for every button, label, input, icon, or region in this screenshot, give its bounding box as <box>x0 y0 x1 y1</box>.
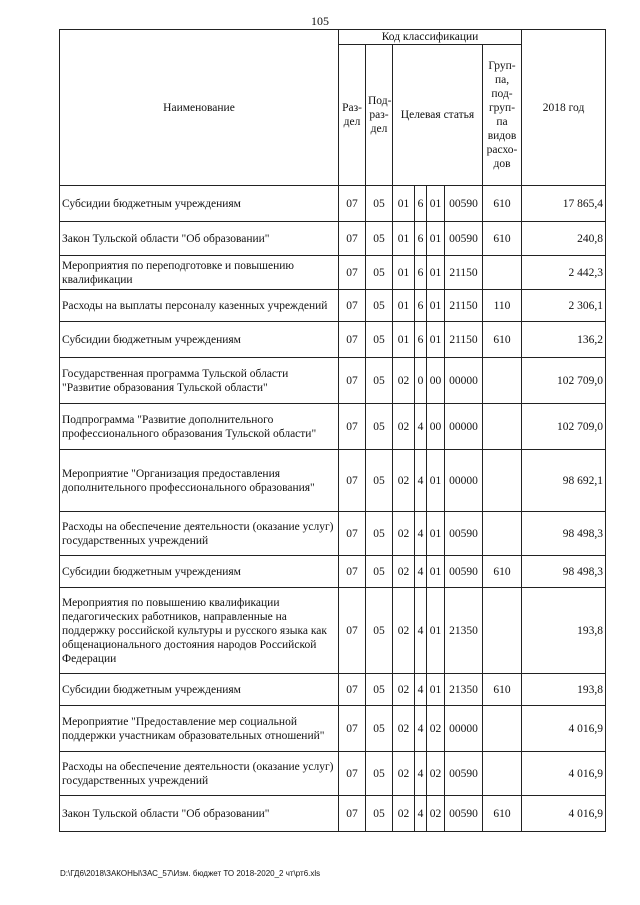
row-target-direction: 00000 <box>445 706 483 752</box>
row-target-direction: 00590 <box>445 222 483 256</box>
row-target-direction: 00590 <box>445 512 483 556</box>
row-expense-group: 610 <box>483 556 522 588</box>
row-name: Расходы на обеспечение деятельности (оказание услуг) государственных учреждений <box>60 752 339 796</box>
row-target-event: 01 <box>427 512 445 556</box>
row-subsection: 05 <box>366 404 393 450</box>
row-expense-group: 610 <box>483 674 522 706</box>
row-expense-group <box>483 706 522 752</box>
row-target-subprogram: 4 <box>415 674 427 706</box>
row-subsection: 05 <box>366 450 393 512</box>
row-amount: 2 306,1 <box>522 290 606 322</box>
row-target-direction: 00590 <box>445 752 483 796</box>
budget-table <box>59 29 606 832</box>
row-subsection: 05 <box>366 706 393 752</box>
row-target-direction: 21150 <box>445 290 483 322</box>
row-target-subprogram: 4 <box>415 556 427 588</box>
row-subsection: 05 <box>366 222 393 256</box>
table-row <box>60 186 606 222</box>
row-target-program: 02 <box>393 450 415 512</box>
row-section: 07 <box>339 752 366 796</box>
row-target-program: 02 <box>393 796 415 832</box>
row-expense-group <box>483 404 522 450</box>
row-target-program: 01 <box>393 222 415 256</box>
row-target-direction: 00590 <box>445 186 483 222</box>
header-section: Раз- дел <box>339 45 366 186</box>
row-target-program: 02 <box>393 556 415 588</box>
page-number: 105 <box>311 14 329 28</box>
row-expense-group: 610 <box>483 186 522 222</box>
table-row <box>60 222 606 256</box>
row-target-direction: 21150 <box>445 322 483 358</box>
row-name: Мероприятия по переподготовке и повышению квалификации <box>60 256 339 290</box>
table-row <box>60 556 606 588</box>
row-section: 07 <box>339 674 366 706</box>
row-target-event: 01 <box>427 556 445 588</box>
table-row <box>60 322 606 358</box>
row-target-event: 01 <box>427 256 445 290</box>
row-amount: 240,8 <box>522 222 606 256</box>
header-name: Наименование <box>60 30 339 186</box>
row-expense-group <box>483 752 522 796</box>
row-section: 07 <box>339 256 366 290</box>
row-target-direction: 21150 <box>445 256 483 290</box>
row-target-event: 00 <box>427 358 445 404</box>
row-section: 07 <box>339 186 366 222</box>
row-expense-group: 610 <box>483 322 522 358</box>
header-target-article: Целевая статья <box>393 45 483 186</box>
row-target-subprogram: 6 <box>415 186 427 222</box>
row-name: Субсидии бюджетным учреждениям <box>60 674 339 706</box>
row-name: Расходы на обеспечение деятельности (оказание услуг) государственных учреждений <box>60 512 339 556</box>
row-target-direction: 00000 <box>445 404 483 450</box>
row-target-event: 00 <box>427 404 445 450</box>
row-name: Мероприятие "Предоставление мер социальной поддержки участникам образовательных отношений" <box>60 706 339 752</box>
row-target-direction: 00590 <box>445 556 483 588</box>
row-amount: 98 498,3 <box>522 512 606 556</box>
row-subsection: 05 <box>366 556 393 588</box>
header-row-top <box>60 30 606 45</box>
row-subsection: 05 <box>366 588 393 674</box>
row-target-subprogram: 6 <box>415 322 427 358</box>
row-name: Мероприятие "Организация предоставления дополнительного профессионального образования" <box>60 450 339 512</box>
table-row <box>60 256 606 290</box>
row-target-subprogram: 6 <box>415 290 427 322</box>
row-target-subprogram: 4 <box>415 450 427 512</box>
footer-file-path: D:\ГД6\2018\ЗАКОНЫ\ЗАС_57\Изм. бюджет ТО 2018-2020_2 чт\рт6.xls <box>60 869 321 878</box>
row-target-program: 01 <box>393 186 415 222</box>
row-expense-group <box>483 256 522 290</box>
row-subsection: 05 <box>366 186 393 222</box>
row-amount: 4 016,9 <box>522 752 606 796</box>
table-row <box>60 358 606 404</box>
row-amount: 2 442,3 <box>522 256 606 290</box>
row-amount: 193,8 <box>522 674 606 706</box>
row-section: 07 <box>339 358 366 404</box>
table-row <box>60 796 606 832</box>
row-name: Закон Тульской области "Об образовании" <box>60 796 339 832</box>
row-target-program: 01 <box>393 256 415 290</box>
row-section: 07 <box>339 290 366 322</box>
row-target-program: 02 <box>393 512 415 556</box>
table-row <box>60 404 606 450</box>
row-name: Подпрограмма "Развитие дополнительного профессионального образования Тульской области" <box>60 404 339 450</box>
row-target-subprogram: 4 <box>415 796 427 832</box>
row-name: Государственная программа Тульской области "Развитие образования Тульской области" <box>60 358 339 404</box>
row-target-subprogram: 4 <box>415 404 427 450</box>
row-target-program: 02 <box>393 588 415 674</box>
table-body <box>60 186 606 832</box>
header-code-classification: Код классификации <box>339 30 522 45</box>
row-amount: 102 709,0 <box>522 404 606 450</box>
row-amount: 98 692,1 <box>522 450 606 512</box>
row-target-direction: 21350 <box>445 674 483 706</box>
row-subsection: 05 <box>366 796 393 832</box>
row-target-subprogram: 0 <box>415 358 427 404</box>
row-target-event: 01 <box>427 290 445 322</box>
row-target-subprogram: 4 <box>415 512 427 556</box>
row-name: Субсидии бюджетным учреждениям <box>60 322 339 358</box>
row-expense-group <box>483 512 522 556</box>
header-year: 2018 год <box>522 30 606 186</box>
row-expense-group: 610 <box>483 222 522 256</box>
row-target-subprogram: 6 <box>415 256 427 290</box>
row-target-program: 02 <box>393 706 415 752</box>
table-row <box>60 512 606 556</box>
row-section: 07 <box>339 796 366 832</box>
row-expense-group <box>483 588 522 674</box>
row-target-event: 01 <box>427 450 445 512</box>
header-subsection: Под- раз- дел <box>366 45 393 186</box>
row-target-event: 02 <box>427 796 445 832</box>
row-expense-group: 110 <box>483 290 522 322</box>
row-target-event: 01 <box>427 222 445 256</box>
row-amount: 136,2 <box>522 322 606 358</box>
row-target-event: 01 <box>427 588 445 674</box>
row-amount: 193,8 <box>522 588 606 674</box>
table-row <box>60 674 606 706</box>
row-target-event: 02 <box>427 706 445 752</box>
row-target-direction: 00000 <box>445 450 483 512</box>
row-subsection: 05 <box>366 674 393 706</box>
table-row <box>60 588 606 674</box>
table-row <box>60 290 606 322</box>
row-amount: 17 865,4 <box>522 186 606 222</box>
row-target-subprogram: 6 <box>415 222 427 256</box>
row-name: Расходы на выплаты персоналу казенных учреждений <box>60 290 339 322</box>
row-expense-group <box>483 358 522 404</box>
row-amount: 4 016,9 <box>522 706 606 752</box>
row-section: 07 <box>339 222 366 256</box>
row-section: 07 <box>339 706 366 752</box>
row-amount: 4 016,9 <box>522 796 606 832</box>
row-subsection: 05 <box>366 752 393 796</box>
row-target-subprogram: 4 <box>415 588 427 674</box>
row-subsection: 05 <box>366 322 393 358</box>
row-target-event: 02 <box>427 752 445 796</box>
row-amount: 98 498,3 <box>522 556 606 588</box>
header-group: Груп- па, под- груп- па видов расхо- дов <box>483 45 522 186</box>
row-section: 07 <box>339 404 366 450</box>
row-target-event: 01 <box>427 186 445 222</box>
row-target-direction: 00590 <box>445 796 483 832</box>
row-subsection: 05 <box>366 256 393 290</box>
row-subsection: 05 <box>366 358 393 404</box>
table-row <box>60 706 606 752</box>
row-name: Субсидии бюджетным учреждениям <box>60 556 339 588</box>
row-target-program: 02 <box>393 752 415 796</box>
row-amount: 102 709,0 <box>522 358 606 404</box>
row-section: 07 <box>339 556 366 588</box>
row-target-program: 01 <box>393 322 415 358</box>
row-target-program: 02 <box>393 404 415 450</box>
row-name: Субсидии бюджетным учреждениям <box>60 186 339 222</box>
row-name: Закон Тульской области "Об образовании" <box>60 222 339 256</box>
row-name: Мероприятия по повышению квалификации педагогических работников, направленные на поддержку российской культуры и русского языка как общенационального достояния народов Российской Федерации <box>60 588 339 674</box>
table-row <box>60 450 606 512</box>
row-section: 07 <box>339 450 366 512</box>
row-target-event: 01 <box>427 322 445 358</box>
row-subsection: 05 <box>366 512 393 556</box>
row-target-event: 01 <box>427 674 445 706</box>
row-section: 07 <box>339 322 366 358</box>
row-target-subprogram: 4 <box>415 706 427 752</box>
row-target-subprogram: 4 <box>415 752 427 796</box>
row-section: 07 <box>339 512 366 556</box>
row-target-program: 01 <box>393 290 415 322</box>
row-expense-group <box>483 450 522 512</box>
row-subsection: 05 <box>366 290 393 322</box>
table-row <box>60 752 606 796</box>
row-target-direction: 00000 <box>445 358 483 404</box>
row-target-direction: 21350 <box>445 588 483 674</box>
row-target-program: 02 <box>393 358 415 404</box>
row-section: 07 <box>339 588 366 674</box>
row-expense-group: 610 <box>483 796 522 832</box>
row-target-program: 02 <box>393 674 415 706</box>
